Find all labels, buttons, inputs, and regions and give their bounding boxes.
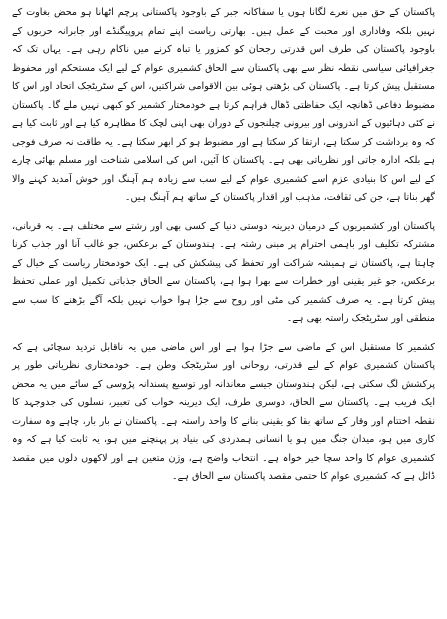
paragraph-1: پاکستان کے حق میں نعرے لگانا ہوں یا سفاکانہ جبر کے باوجود پاکستانی پرچم اٹھانا ہو محض بغاوت کے نہیں بلکہ وفاداری اور محبت کے عمل ہیں۔ بھارتی ریاست اپنے تمام پروپیگنڈے اور جابرانہ حربوں کے باوجود پاکستان کی طرف اس قدرتی رجحان کو کمزور یا تباہ کرنے میں ناکام رہی ہے۔ یہاں تک کہ جغرافیائی سیاسی نقطہ نظر سے بھی پاکستان سے الحاق کشمیری عوام کے لیے ایک مستحکم اور محفوظ مستقبل پیش کرتا ہے۔ پاکستان کی بڑھتی ہوئی بین الاقوامی شراکتیں، اس کے سٹریٹجک اتحاد اور اس کا مضبوط دفاعی ڈھانچہ ایک حفاظتی ڈھال فراہم کرتا ہے خودمختار کشمیر کو کبھی نہیں ملے گا۔ پاکستان نے کئی دہائیوں کے اندرونی اور بیرونی چیلنجوں کے دوران بھی اپنی لچک کا مظاہرہ کیا ہے اور ثابت کیا ہے کہ وہ برداشت کر سکتا ہے، ارتقا کر سکتا ہے اور مضبوط ہو کر ابھر سکتا ہے۔ یہ طاقت نہ صرف فوجی ہے بلکہ ادارہ جاتی اور نظریاتی بھی ہے۔ پاکستان کا آئین، اس کی اسلامی شناخت اور مسلم بھائی چارے کے لیے اس کا بنیادی عزم اسے کشمیری عوام کے لیے سب سے زیادہ ہم آہنگ اور خوش آمدید کہنے والا گھر بناتا ہے، جن کی ثقافت، مذہب اور اقدار پاکستان کے ساتھ ہم آہنگ ہیں۔ [12,7,435,203]
paragraph-2: پاکستان اور کشمیریوں کے درمیان دیرینہ دوستی دنیا کے کسی بھی اور رشتے سے مختلف ہے۔ یہ قربانی، مشترکہ تکلیف اور باہمی احترام پر مبنی رشتہ ہے۔ ہندوستان کے برعکس، جو غالب آنا اور جذب کرنا چاہتا ہے، پاکستان نے ہمیشہ شراکت اور تحفظ کی پیشکش کی ہے۔ ایک خودمختار ریاست کے خیال کے برعکس، جو غیر یقینی اور خطرات سے بھرا ہوا ہے، پاکستان سے الحاق جذباتی تکمیل اور عملی تحفظ پیش کرتا ہے۔ یہ صرف کشمیر کی مٹی اور روح سے جڑا ہوا خواب نہیں بلکہ آگے بڑھنے کا سب سے منطقی اور سٹریٹجک راستہ بھی ہے۔ [12,220,435,324]
paragraph-3: کشمیر کا مستقبل اس کے ماضی سے جڑا ہوا ہے اور اس ماضی میں یہ ناقابل تردید سچائی ہے کہ پاکستان کشمیری عوام کے لیے قدرتی، روحانی اور سٹریٹجک وطن ہے۔ خودمختاری نظریاتی طور پر پرکشش لگ سکتی ہے، لیکن ہندوستان جیسے معاندانہ اور توسیع پسندانہ پڑوسی کے سائے میں یہ محض ایک فریب ہے۔ پاکستان سے الحاق، دوسری طرف، ایک دیرینہ خواب کی تعبیر، نسلوں کی جدوجہد کا نقطہ اختتام اور وقار کے ساتھ بقا کو یقینی بنانے کا واحد راستہ ہے۔ پاکستان نے بار بار، چاہے وہ سفارت کاری میں ہو، میدان جنگ میں ہو یا انسانی ہمدردی کی بنیاد پر پہنچنے میں ہو، یہ ثابت کیا ہے کہ وہ کشمیری عوام کا واحد سچا خیر خواہ ہے۔ انتخاب واضح ہے، وژن متعین ہے اور لاکھوں دلوں میں مقصد ڈائل ہے کہ کشمیری عوام کا حتمی مقصد پاکستان سے الحاق ہے۔ [12,341,435,482]
paragraph-gap [12,208,435,218]
paragraph-gap [12,329,435,339]
